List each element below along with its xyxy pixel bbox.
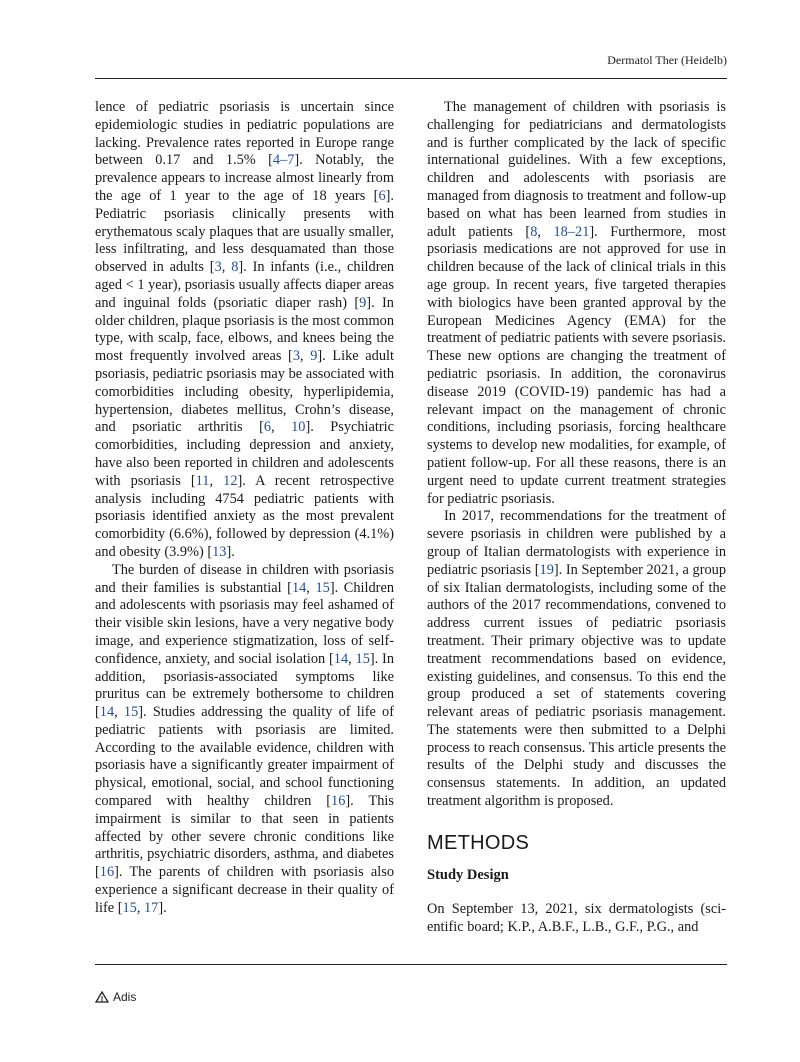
citation-link[interactable]: 14 (291, 579, 307, 596)
footer-rule (95, 964, 727, 965)
body-text: ]. Furthermore, most psoriasis medications are not approved for use in children because of the lack of clinical trials in this age group. In recent years, five targeted therapies with biologics have been granted approval by the European Medicines Agency (EMA) for the treatment of pediatric patients with severe psoriasis. These new options are changing the treatment of pediatric psoriasis. In addition, the coronavirus disease 2019 (COVID-19) pandemic has had a relevant impact on the management of chronic conditions, including psoriasis, forcing healthcare systems to develop new modalities, for example, of patient follow-up. For all these reasons, there is an urgent need to update current treatment strategies for pediatric psoriasis. (427, 223, 727, 507)
left-column (95, 99, 394, 918)
citation-link[interactable]: 8 (231, 259, 239, 276)
body-text: , (209, 472, 224, 489)
body-text: , (306, 579, 316, 596)
citation-link[interactable]: 3 (214, 259, 222, 276)
body-text: , (537, 223, 554, 240)
left-paragraph-1 (95, 99, 394, 562)
body-text: , (114, 704, 124, 721)
body-text: lence of pediatric psoriasis is uncertain since epidemiologic studies in pediatric populations are lacking. Prevalence rates reported in Europe range between 0.17 and 1.5% [ (95, 99, 394, 169)
body-text: , (299, 348, 311, 365)
header-rule (95, 78, 727, 79)
section-heading-methods: METHODS (427, 831, 530, 854)
citation-link[interactable]: 3 (292, 348, 300, 365)
citation-link[interactable]: 10 (291, 419, 306, 436)
body-text: ]. This impairment is similar to that seen in patients affected by other severe chronic conditions like arthritis, psychiatric disorders, asthma, and diabetes [ (95, 793, 394, 881)
right-paragraph-2 (427, 508, 726, 811)
body-text: ]. Pediatric psoriasis clinically presents with erythematous scaly plaques that are usually smaller, less infiltrating, and less desquamated than those observed in adults [ (95, 187, 394, 276)
citation-link[interactable]: 6 (263, 419, 272, 436)
body-text: , (221, 259, 232, 276)
body-text: , (348, 650, 356, 667)
citation-link[interactable]: 14 (333, 650, 349, 667)
citation-link[interactable]: 18–21 (553, 223, 590, 240)
body-text: ]. In infants (i.e., children aged < 1 year), psoriasis usually affects diaper areas and inguinal folds (psoriatic diaper rash) [ (95, 259, 395, 311)
body-text: ]. Psychiatric comorbidities, including depression and anxiety, have also been reported in children and adolescents with psoriasis [ (95, 419, 394, 489)
body-text: , (271, 419, 292, 436)
body-text: ]. The parents of children with psoriasis also experience a significant decrease in their quality of life [ (95, 864, 394, 916)
running-header (95, 53, 727, 68)
publisher-name: Adis (113, 990, 137, 1004)
citation-link[interactable]: 8 (530, 223, 538, 240)
body-text: ]. (226, 543, 235, 560)
citation-link[interactable]: 15 (123, 704, 139, 721)
page-footer (95, 990, 136, 1004)
citation-link[interactable]: 9 (359, 294, 367, 311)
citation-link[interactable]: 6 (378, 187, 386, 204)
citation-link[interactable]: 15 (122, 899, 137, 916)
body-text: ]. Notably, the prevalence appears to increase almost linearly from the age of 1 year to the age of 18 years [ (95, 152, 394, 204)
body-text: , (136, 899, 144, 916)
citation-link[interactable]: 16 (99, 864, 115, 881)
citation-link[interactable]: 19 (539, 561, 554, 578)
citation-link[interactable]: 15 (315, 579, 330, 596)
citation-link[interactable]: 14 (99, 704, 115, 721)
citation-link[interactable]: 16 (331, 793, 346, 810)
left-paragraph-2 (95, 562, 394, 918)
body-text: The management of children with psoriasis is challenging for pediatricians and dermatologists and is further complicated by the lack of specific international guidelines. With a few exceptions, children and adolescents with psoriasis are managed from diagnosis to treatment and follow-up based on what has been learned from studies in adult patients [ (427, 99, 726, 240)
right-paragraph-1 (427, 99, 726, 508)
citation-link[interactable]: 4–7 (272, 152, 295, 169)
body-text: ]. In addition, psoriasis-associated symptoms like pruritus can be extremely bothersome to children [ (95, 650, 394, 721)
citation-link[interactable]: 13 (212, 543, 227, 560)
right-paragraph-3 (427, 901, 726, 937)
right-column (427, 99, 726, 937)
body-text: In 2017, recommendations for the treatment of severe psoriasis in children were published by a group of Italian dermatologists with experience in pediatric psoriasis [ (427, 508, 726, 578)
citation-link[interactable]: 15 (355, 650, 370, 667)
body-text: ]. In older children, plaque psoriasis is the most common type, with scalp, face, elbows, and knees being the most frequently involved areas [ (95, 294, 394, 365)
body-text: On September 13, 2021, six dermatologists (scientific board; K.P., A.B.F., L.B., G.F., P.G., and (427, 901, 726, 936)
body-text: ]. In September 2021, a group of six Italian dermatologists, including some of the authors of the 2017 recommendations, convened to address current issues of pediatric psoriasis treatment. Their primary objective was to update treatment recommendations based on evidence, existing guidelines, and consensus. To this end the group produced a set of statements covering relevant areas of pediatric psoriasis management. The statements were then submitted to a Delphi process to reach consensus. This article presents the results of the Delphi study and discusses the consensus statements. In addition, an updated treatment algorithm is proposed. (427, 561, 727, 810)
body-text: ]. Studies addressing the quality of life of pediatric patients with psoriasis are limited. According to the available evidence, children with psoriasis have a significantly greater impairment of physical, emotional, social, and school functioning compared with healthy children [ (95, 704, 395, 810)
citation-link[interactable]: 11 (195, 472, 210, 489)
body-text: The burden of disease in children with psoriasis and their families is substantial [ (95, 561, 394, 596)
citation-link[interactable]: 17 (144, 899, 159, 916)
body-text: ]. Children and adolescents with psoriasis may feel ashamed of their visible skin lesions, have a very negative body image, and experience stigmatization, loss of self-confidence, anxiety, and social isolation [ (95, 579, 394, 667)
citation-link[interactable]: 9 (310, 348, 318, 365)
subsection-heading-study-design: Study Design (427, 866, 509, 883)
body-text: ]. Like adult psoriasis, pediatric psoriasis may be associated with comorbidities including obesity, hyperlipidemia, hypertension, diabetes mellitus, Crohn’s disease, and psoriatic arthritis [ (95, 348, 394, 436)
body-text: ]. A recent retrospective analysis including 4754 pediatric patients with psoriasis identified anxiety as the most prevalent comorbidity (6.6%), followed by depression (4.1%) and obesity (3.9%) [ (95, 472, 394, 560)
citation-link[interactable]: 12 (223, 472, 238, 489)
triangle-logo-icon (95, 991, 109, 1003)
journal-name: Dermatol Ther (Heidelb) (607, 53, 727, 67)
body-text: ]. (158, 899, 167, 916)
